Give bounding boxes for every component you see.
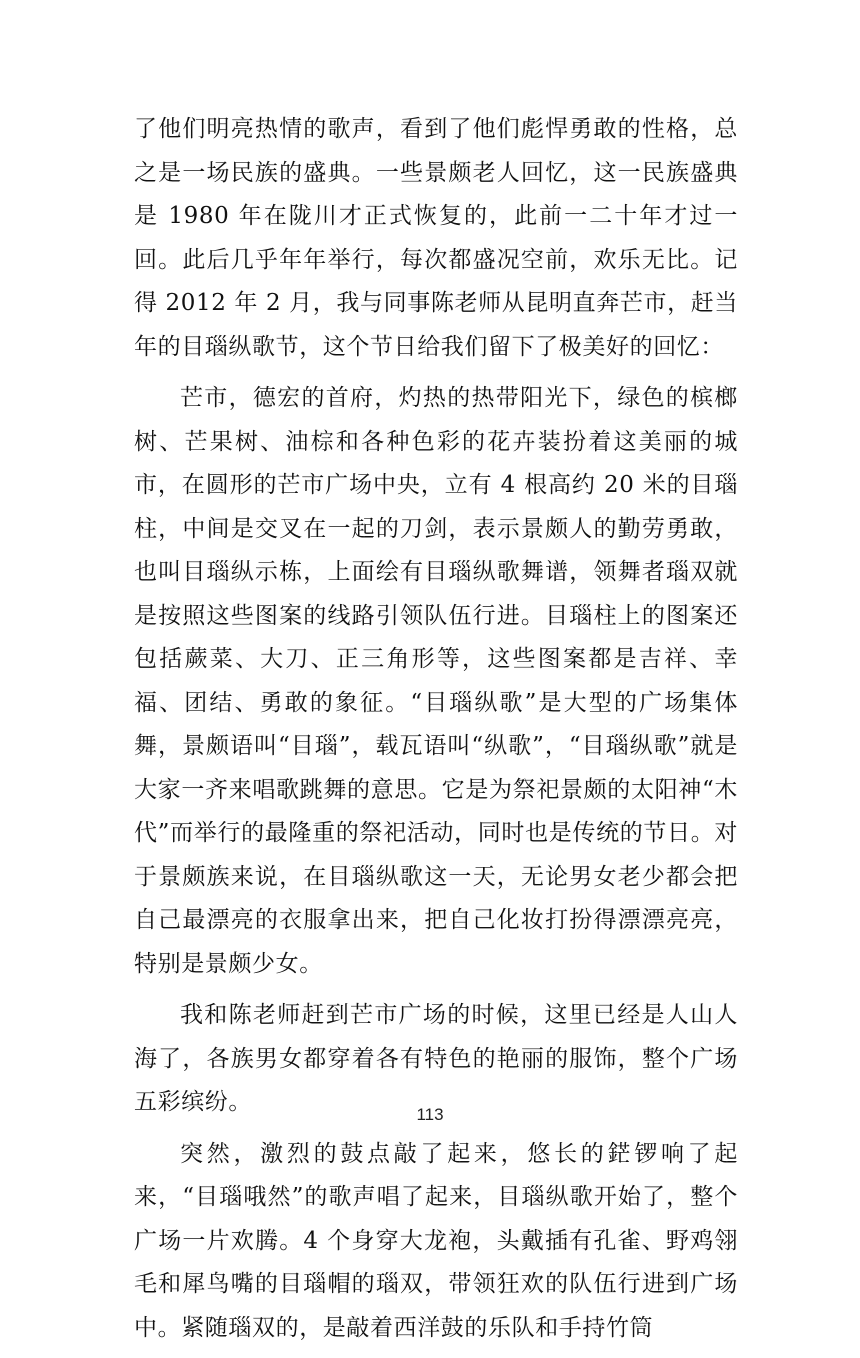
paragraph-1: 了他们明亮热情的歌声，看到了他们彪悍勇敢的性格，总之是一场民族的盛典。一些景颇老人回忆，这一民族盛典是 1980 年在陇川才正式恢复的，此前一二十年才过一回。此后几乎年年举行，每次都盛况空前，欢乐无比。记得 2012 年 2 月，我与同事陈老师从昆明直奔芒市，赶当年的目瑙纵歌节，这个节日给我们留下了极美好的回忆： xyxy=(134,116,738,360)
page-body xyxy=(134,108,738,1358)
paragraph-4: 突然，激烈的鼓点敲了起来，悠长的鋩锣响了起来，“目瑙哦然”的歌声唱了起来，目瑙纵歌开始了，整个广场一片欢腾。4 个身穿大龙袍，头戴插有孔雀、野鸡翎毛和犀鸟嘴的目瑙帽的瑙双，带领狂欢的队伍行进到广场中。紧随瑙双的，是敲着西洋鼓的乐队和手持竹筒 xyxy=(134,1140,738,1341)
page-number: 113 xyxy=(416,1105,444,1124)
paragraph-2: 芒市，德宏的首府，灼热的热带阳光下，绿色的槟榔树、芒果树、油棕和各种色彩的花卉装扮着这美丽的城市，在圆形的芒市广场中央，立有 4 根高约 20 米的目瑙柱，中间是交叉在一起的刀剑，表示景颇人的勤劳勇敢，也叫目瑙纵示栋，上面绘有目瑙纵歌舞谱，领舞者瑙双就是按照这些图案的线路引领队伍行进。目瑙柱上的图案还包括蕨菜、大刀、正三角形等，这些图案都是吉祥、幸福、团结、勇敢的象征。“目瑙纵歌”是大型的广场集体舞，景颇语叫“目瑙”，载瓦语叫“纵歌”，“目瑙纵歌”就是大家一齐来唱歌跳舞的意思。它是为祭祀景颇的太阳神“木代”而举行的最隆重的祭祀活动，同时也是传统的节日。对于景颇族来说，在目瑙纵歌这一天，无论男女老少都会把自己最漂亮的衣服拿出来，把自己化妆打扮得漂漂亮亮，特别是景颇少女。 xyxy=(134,385,738,977)
paragraph-3: 我和陈老师赶到芒市广场的时候，这里已经是人山人海了，各族男女都穿着各有特色的艳丽的服饰，整个广场五彩缤纷。 xyxy=(134,1002,738,1115)
